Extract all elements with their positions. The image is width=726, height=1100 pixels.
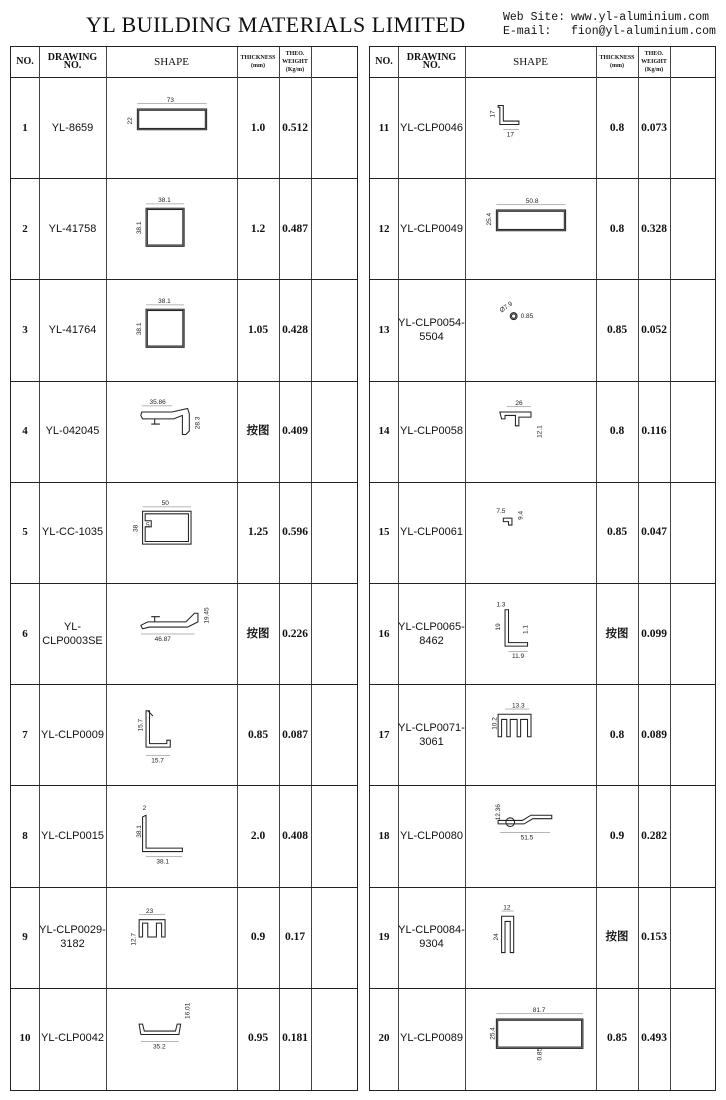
profile-outline	[142, 815, 182, 851]
row-number: 11	[378, 121, 390, 134]
dimension-label: 12.1	[535, 425, 543, 439]
weight-value: 0.328	[641, 222, 667, 235]
dimension-label: 35.86	[149, 399, 166, 407]
row-number: 4	[22, 425, 28, 438]
header-weight-unit: (Kg/m)	[644, 67, 664, 73]
profile-drawing	[465, 988, 596, 1089]
table-row[interactable]	[370, 178, 715, 280]
profile-outline	[138, 110, 205, 128]
profile-drawing-svg	[127, 902, 217, 972]
profile-outline	[151, 419, 160, 424]
row-number: 9	[22, 931, 28, 944]
table-row[interactable]	[370, 887, 715, 989]
profile-drawing-svg	[486, 93, 576, 163]
dimension-label: 81.7	[532, 1007, 545, 1015]
drawing-number: YL-CLP0061	[400, 526, 463, 539]
weight-value: 0.047	[641, 526, 667, 539]
drawing-number: YL-CLP0046	[400, 121, 463, 134]
drawing-number: YL-41758	[48, 222, 97, 235]
dimension-label: 46.87	[154, 635, 171, 643]
thickness-value: 0.95	[247, 1032, 269, 1045]
blank-cell	[670, 684, 715, 785]
blank-cell	[311, 583, 357, 684]
profile-drawing	[465, 381, 596, 482]
dimension-label: 17	[489, 109, 497, 118]
dimension-label: 15.7	[150, 757, 164, 765]
header-drawing: DRAWING NO.	[47, 52, 98, 71]
profile-outline	[501, 916, 513, 952]
blank-cell	[311, 684, 357, 785]
table-header	[11, 47, 357, 78]
dimension-label: 0.85	[520, 312, 533, 320]
table-row[interactable]	[370, 988, 715, 1089]
profile-drawing-svg	[127, 396, 217, 466]
drawing-number: YL-CLP0058	[400, 425, 463, 438]
header-thickness-unit: (mm)	[610, 63, 624, 69]
profile-outline	[496, 210, 565, 231]
thickness-value: 1.0	[250, 121, 266, 134]
dimension-label: 12.7	[130, 933, 138, 946]
profile-drawing-svg	[127, 1003, 217, 1073]
header-weight-label: THEO. WEIGHT	[641, 51, 667, 65]
profile-drawing	[465, 279, 596, 380]
weight-value: 0.17	[284, 931, 306, 944]
blank-cell	[670, 785, 715, 886]
table-row[interactable]	[11, 77, 357, 179]
row-number: 5	[22, 526, 28, 539]
weight-value: 0.116	[641, 425, 667, 438]
header-drawing: DRAWING NO.	[406, 52, 457, 71]
blank-cell	[670, 381, 715, 482]
header-thickness	[596, 47, 638, 77]
profile-outline	[137, 109, 206, 130]
drawing-number: YL-CLP0015	[41, 829, 104, 842]
weight-value: 0.282	[641, 829, 667, 842]
row-number: 14	[378, 425, 390, 438]
profile-drawing-svg	[486, 295, 576, 365]
drawing-number: YL-CLP0065- 8462	[398, 620, 465, 647]
row-number: 10	[19, 1032, 31, 1045]
weight-value: 0.428	[282, 323, 308, 336]
row-number: 13	[378, 323, 390, 336]
profile-outline	[147, 209, 182, 244]
blank-cell	[670, 482, 715, 583]
profile-drawing-svg	[127, 700, 217, 770]
table-row[interactable]	[370, 482, 715, 584]
profile-drawing	[106, 482, 237, 583]
profile-outline	[147, 311, 182, 346]
dimension-label: 38.1	[135, 221, 143, 234]
table-row[interactable]	[370, 381, 715, 483]
thickness-value: 1.25	[247, 526, 269, 539]
thickness-value: 按图	[246, 627, 270, 640]
drawing-number: YL-CLP0042	[41, 1032, 104, 1045]
dimension-label: 38.1	[155, 858, 169, 866]
table-row[interactable]	[370, 77, 715, 179]
thickness-value: 按图	[246, 425, 270, 438]
row-number: 16	[378, 627, 390, 640]
dimension-label: 50	[161, 500, 169, 508]
dimension-label: 38.1	[135, 825, 143, 838]
header-thickness-label: THICKNESS	[599, 55, 635, 61]
profile-drawing	[465, 178, 596, 279]
weight-value: 0.493	[641, 1032, 667, 1045]
dimension-label: 12.36	[494, 804, 502, 821]
table-row[interactable]	[11, 178, 357, 280]
profile-outline	[496, 1019, 583, 1048]
thickness-value: 0.8	[609, 121, 625, 134]
row-number: 12	[378, 222, 390, 235]
table-row[interactable]	[370, 785, 715, 887]
blank-cell	[311, 785, 357, 886]
profile-outline	[140, 409, 188, 435]
profile-drawing	[465, 482, 596, 583]
row-number: 1	[22, 121, 28, 134]
header-thickness	[237, 47, 279, 77]
dimension-label: 7.5	[495, 508, 505, 516]
blank-cell	[670, 988, 715, 1089]
row-number: 6	[22, 627, 28, 640]
profile-outline	[497, 211, 564, 229]
header-blank	[311, 47, 357, 77]
profile-drawing-svg	[486, 801, 576, 871]
dimension-label: 15.7	[137, 718, 145, 732]
blank-cell	[311, 178, 357, 279]
profile-outline	[142, 512, 190, 545]
profile-outline	[499, 412, 530, 426]
table-row[interactable]	[11, 381, 357, 483]
profile-outline	[146, 208, 184, 246]
profile-outline	[498, 714, 531, 737]
blank-cell	[670, 583, 715, 684]
dimension-label: 24	[492, 933, 500, 941]
blank-cell	[311, 381, 357, 482]
table-header	[370, 47, 715, 78]
thickness-value: 0.85	[606, 1032, 628, 1045]
profile-drawing	[106, 583, 237, 684]
profile-drawing-svg	[127, 93, 217, 163]
web-label: Web Site:	[503, 11, 566, 24]
profile-drawing	[106, 684, 237, 785]
thickness-value: 1.2	[250, 222, 266, 235]
dimension-label: 0.85	[535, 1048, 543, 1061]
row-number: 3	[22, 323, 28, 336]
profile-outline	[139, 920, 165, 937]
profile-drawing	[106, 279, 237, 380]
table-row[interactable]	[11, 785, 357, 887]
dimension-label: 26	[514, 400, 523, 408]
profile-drawing-svg	[486, 902, 576, 972]
profile-drawing-svg	[486, 396, 576, 466]
dimension-label: 51.5	[520, 834, 533, 842]
thickness-value: 按图	[605, 931, 629, 944]
profile-drawing	[465, 583, 596, 684]
weight-value: 0.487	[282, 222, 308, 235]
dimension-label: 25.4	[489, 1027, 497, 1041]
dimension-label: 13.3	[511, 702, 525, 710]
dimension-label: 11.9	[511, 652, 524, 660]
profile-drawing	[106, 785, 237, 886]
header-blank	[670, 47, 715, 77]
product-table-right	[369, 46, 716, 1091]
dimension-label: 17	[506, 131, 514, 139]
drawing-number: YL-CLP0003SE	[42, 620, 103, 647]
email-link[interactable]: fion@yl-aluminium.com	[571, 25, 716, 38]
weight-value: 0.226	[282, 627, 308, 640]
dimension-label: 25.4	[485, 212, 493, 226]
header-thickness-label: THICKNESS	[240, 55, 276, 61]
drawing-number: YL-CLP0009	[41, 728, 104, 741]
table-row[interactable]	[11, 988, 357, 1089]
profile-drawing	[465, 684, 596, 785]
thickness-value: 0.8	[609, 728, 625, 741]
thickness-value: 0.9	[609, 829, 625, 842]
dimension-label: 22	[126, 116, 134, 125]
weight-value: 0.073	[641, 121, 667, 134]
drawing-number: YL-CLP0084- 9304	[398, 924, 465, 951]
thickness-value: 0.85	[606, 526, 628, 539]
row-number: 7	[22, 728, 28, 741]
dimension-label: 10.2	[490, 716, 498, 730]
table-row[interactable]	[370, 684, 715, 786]
profile-drawing-svg	[127, 295, 217, 365]
profile-drawing-svg	[486, 497, 576, 567]
profile-drawing-svg	[127, 801, 217, 871]
dimension-label: 50.8	[525, 197, 538, 205]
dimension-label: Ø7.9	[498, 300, 514, 315]
thickness-value: 2.0	[250, 829, 266, 842]
profile-drawing-svg	[127, 194, 217, 264]
weight-value: 0.409	[282, 425, 308, 438]
weight-value: 0.099	[641, 627, 667, 640]
profile-outline	[140, 613, 197, 629]
blank-cell	[311, 77, 357, 178]
row-number: 8	[22, 829, 28, 842]
email-label: E-mail:	[503, 25, 552, 38]
table-row[interactable]	[11, 482, 357, 584]
profile-outline	[151, 616, 160, 621]
profile-drawing-svg	[486, 194, 576, 264]
profile-drawing	[106, 381, 237, 482]
blank-cell	[311, 279, 357, 380]
profile-outline	[145, 514, 188, 542]
profile-outline	[146, 711, 170, 747]
thickness-value: 0.85	[247, 728, 269, 741]
drawing-number: YL-CLP0080	[400, 829, 463, 842]
weight-value: 0.153	[641, 931, 667, 944]
dimension-label: 35.2	[152, 1043, 166, 1051]
profile-outline	[511, 314, 515, 318]
header-weight	[279, 47, 311, 77]
product-table-left	[10, 46, 358, 1091]
drawing-number: YL-CLP0054- 5504	[398, 316, 465, 343]
dimension-label: 1.1	[522, 624, 530, 634]
profile-drawing	[106, 887, 237, 988]
dimension-label: 1.3	[495, 600, 505, 608]
table-row[interactable]	[370, 583, 715, 685]
dimension-label: 5	[145, 522, 150, 530]
row-number: 20	[378, 1032, 390, 1045]
profile-outline	[146, 309, 184, 347]
weight-value: 0.052	[641, 323, 667, 336]
weight-value: 0.089	[641, 728, 667, 741]
row-number: 17	[378, 728, 390, 741]
thickness-value: 1.05	[247, 323, 269, 336]
dimension-label: 38.1	[157, 196, 171, 204]
profile-drawing	[465, 785, 596, 886]
row-number: 18	[378, 829, 390, 842]
dimension-label: 38.1	[157, 298, 171, 306]
blank-cell	[670, 279, 715, 380]
profile-drawing	[106, 178, 237, 279]
table-row[interactable]	[11, 887, 357, 989]
dimension-label: 9.4	[516, 511, 524, 521]
drawing-number: YL-CLP0071- 3061	[398, 721, 465, 748]
profile-outline	[147, 711, 152, 716]
drawing-number: YL-CLP0089	[400, 1032, 463, 1045]
dimension-label: 19	[494, 622, 502, 631]
thickness-value: 0.8	[609, 222, 625, 235]
weight-value: 0.596	[282, 526, 308, 539]
dimension-label: 23	[145, 907, 153, 915]
drawing-number: YL-CLP0049	[400, 222, 463, 235]
header-no: NO.	[16, 56, 34, 67]
profile-outline	[497, 1021, 581, 1048]
blank-cell	[311, 988, 357, 1089]
blank-cell	[670, 178, 715, 279]
table-row[interactable]	[11, 583, 357, 685]
header-weight-unit: (Kg/m)	[285, 67, 305, 73]
drawing-number: YL-8659	[51, 121, 94, 134]
header-shape: SHAPE	[513, 56, 548, 68]
drawing-number: YL-CC-1035	[41, 526, 104, 539]
header-shape: SHAPE	[154, 56, 189, 68]
profile-drawing	[465, 77, 596, 178]
blank-cell	[311, 887, 357, 988]
profile-outline	[139, 1025, 181, 1035]
profile-drawing	[106, 77, 237, 178]
header-thickness-unit: (mm)	[251, 63, 265, 69]
dimension-label: 28.3	[194, 416, 202, 430]
profile-drawing-svg	[486, 700, 576, 770]
table-row[interactable]	[11, 279, 357, 381]
drawing-number: YL-CLP0029- 3182	[39, 924, 106, 951]
weight-value: 0.181	[282, 1032, 308, 1045]
profile-drawing-svg	[486, 599, 576, 669]
thickness-value: 0.85	[606, 323, 628, 336]
blank-cell	[311, 482, 357, 583]
profile-drawing-svg	[127, 497, 217, 567]
profile-drawing-svg	[127, 599, 217, 669]
profile-drawing	[106, 988, 237, 1089]
profile-outline	[505, 818, 514, 827]
thickness-value: 0.9	[250, 931, 266, 944]
blank-cell	[670, 77, 715, 178]
profile-outline	[498, 105, 519, 124]
blank-cell	[670, 887, 715, 988]
header-weight-label: THEO. WEIGHT	[282, 51, 308, 65]
dimension-label: 38	[131, 525, 139, 533]
row-number: 2	[22, 222, 28, 235]
row-number: 15	[378, 526, 390, 539]
table-row[interactable]	[370, 279, 715, 381]
thickness-value: 0.8	[609, 425, 625, 438]
weight-value: 0.512	[282, 121, 308, 134]
table-row[interactable]	[11, 684, 357, 786]
dimension-label: 73	[166, 96, 174, 104]
drawing-number: YL-41764	[48, 323, 97, 336]
weight-value: 0.408	[282, 829, 308, 842]
dimension-label: 19.45	[202, 606, 210, 624]
thickness-value: 按图	[605, 627, 629, 640]
header-weight	[638, 47, 670, 77]
dimension-label: 12	[502, 904, 511, 912]
profile-drawing-svg	[486, 1003, 576, 1073]
contact-block	[503, 11, 716, 39]
company-title: YL BUILDING MATERIALS LIMITED	[86, 12, 466, 37]
weight-value: 0.087	[282, 728, 308, 741]
profile-outline	[503, 519, 512, 526]
drawing-number: YL-042045	[45, 425, 100, 438]
dimension-label: 38.1	[135, 322, 143, 336]
dimension-label: 16.01	[183, 1003, 191, 1020]
dimension-label: 2	[142, 805, 146, 813]
web-link[interactable]: www.yl-aluminium.com	[571, 11, 710, 24]
row-number: 19	[378, 931, 390, 944]
profile-drawing	[465, 887, 596, 988]
header-no: NO.	[375, 56, 393, 67]
